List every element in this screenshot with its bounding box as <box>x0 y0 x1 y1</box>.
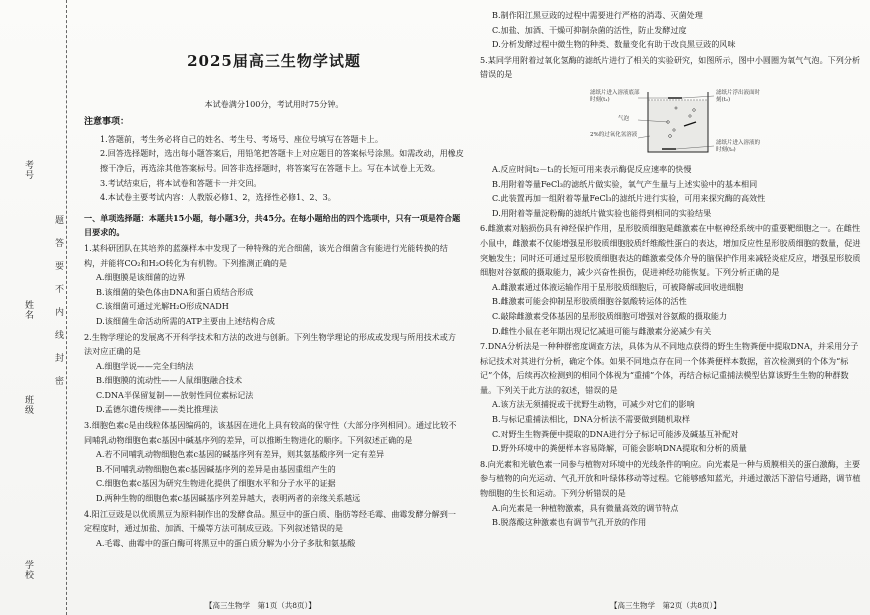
question-5-option: B.用附着等量FeCl₃的滤纸片做实验，氧气产生量与上述实验中的基本相同 <box>492 178 758 189</box>
figure-label-t1: 滤纸片进入溶液底部时刻(t₁) <box>590 89 640 103</box>
question-6-option: D.雌性小鼠在老年期出现记忆减退可能与雌激素分泌减少有关 <box>492 325 712 336</box>
note-item: 4.本试卷主要考试内容：人教版必修1、2，选择性必修1、2、3。 <box>100 192 336 203</box>
question-1-stem: 1.某科研团队在其培养的蓝藻样本中发现了一种特殊的光合细菌，该光合细菌含有能进行光能转换的结构，并能将CO₂和H₂O转化为有机物。下列推测正确的是 <box>84 242 448 268</box>
experiment-figure <box>590 86 760 158</box>
question-6-option: C.敲除雌激素受体基因的星形胶质细胞可增强对谷氨酸的摄取能力 <box>492 310 728 321</box>
page-title: 2025届高三生物学试题 <box>187 52 361 70</box>
section-title: 一、单项选择题：本题共15小题，每小题3分，共45分。在每小题给出的四个选项中，只有一项是符合题目要求的。 <box>84 212 461 238</box>
question-7-option: B.与标记重捕法相比，DNA分析法不需要做到随机取样 <box>492 414 690 425</box>
exam-info: 本试卷满分100分，考试用时75分钟。 <box>204 98 344 109</box>
question-3-stem: 3.细胞色素c是由线粒体基因编码的，该基因在进化上具有较高的保守性（大部分序列相同）。通过比较不同哺乳动物细胞色素c基因中碱基序列的差异，可以推断生物进化的顺序。下列叙述正确的是 <box>84 420 457 445</box>
question-2-option: B.细胞膜的流动性——人鼠细胞融合技术 <box>96 375 243 386</box>
question-5-option: D.用附着等量淀粉酶的滤纸片做实验也能得到相同的实验结果 <box>492 207 712 218</box>
name-label: 姓名 <box>23 300 33 320</box>
question-6-stem: 6.雌激素对脑损伤具有神经保护作用，星形胶质细胞是雌激素在中枢神经系统中的重要靶细胞之一。在雌性小鼠中，雌激素不仅能增强星形胶质细胞胶质纤维酸性蛋白的表达，增加反应性星形胶质细胞的数量，促进突触发生；同时还可通过星形胶质细胞表达的雌激素受体介导的脑保护作用来减轻炎症反应，增强星形胶质细胞对谷氨酸的摄取能力，减少兴奋性损伤，促进神经功能恢复。下列分析正确的是 <box>480 223 861 278</box>
question-5-option: A.反应时间t₂－t₁的长短可用来表示酶促反应速率的快慢 <box>492 163 692 174</box>
question-2-stem: 2.生物学理论的发展离不开科学技术和方法的改进与创新。下列生物学理论的形成或发现与所用技术或方法对应正确的是 <box>84 331 456 357</box>
question-4-option: A.毛霉、曲霉中的蛋白酶可将黑豆中的蛋白质分解为小分子多肽和氨基酸 <box>96 537 356 548</box>
question-3-option: C.细胞色素c基因为研究生物进化提供了细胞水平和分子水平的证据 <box>96 478 336 489</box>
binding-margin <box>0 0 67 615</box>
question-7-option: A.该方法无须捕捉或干扰野生动物，可减少对它们的影响 <box>492 399 695 410</box>
seal-line-text: 题答要不内线封密 <box>53 215 63 399</box>
question-3-option: B.不同哺乳动物细胞色素c基因碱基序列的差异是由基因重组产生的 <box>96 463 336 474</box>
question-1-option: D.该细菌生命活动所需的ATP主要由上述结构合成 <box>96 315 275 326</box>
question-3-option: A.若不同哺乳动物细胞色素c基因的碱基序列有差异，则其氨基酸序列一定有差异 <box>96 449 385 460</box>
question-6-option: A.雌激素通过体液运输作用于星形胶质细胞后，可被降解或回收进细胞 <box>492 281 744 292</box>
figure-label-bubble: 气泡 <box>618 115 630 122</box>
question-7-option: D.野外环境中的粪便样本容易降解，可能会影响DNA提取和分析的质量 <box>492 443 747 454</box>
question-8-stem: 8.向光素和光敏色素一同参与植物对环境中的光线条件的响应。向光素是一种与质膜相关的蛋白激酶，主要参与植物的向光运动、气孔开放和叶绿体移动等过程。它能够感知蓝光，并通过激活下游信号通路，调节植物细胞的生长和运动。下列分析错误的是 <box>480 458 861 499</box>
left-footer: 【高三生物学 第1页（共8页）】 <box>205 601 316 610</box>
question-2-option: C.DNA半保留复制——放射性同位素标记法 <box>96 389 254 400</box>
question-5-stem: 5.某同学用附着过氧化氢酶的滤纸片进行了相关的实验研究，如图所示，图中小圆圈为氧气气泡。下列分析错误的是 <box>480 54 861 80</box>
question-5-option: C.此装置再加一组附着等量FeCl₃的滤纸片进行实验，可用来探究酶的高效性 <box>492 193 766 204</box>
question-1-option: B.该细菌的染色体由DNA和蛋白质结合形成 <box>96 286 254 297</box>
question-4-stem: 4.阳江豆豉是以优质黑豆为原料制作出的发酵食品。黑豆中的蛋白质、脂肪等经毛霉、曲霉发酵分解到一定程度时，通过加盐、加酒、干燥等方法可制成豆豉。下列叙述错误的是 <box>84 508 456 534</box>
question-4-option: D.分析发酵过程中微生物的种类、数量变化有助于改良黑豆豉的风味 <box>492 39 736 50</box>
class-label: 班级 <box>23 395 33 415</box>
note-item: 1.答题前，考生务必将自己的姓名、考生号、考场号、座位号填写在答题卡上。 <box>100 133 383 144</box>
question-2-option: D.孟德尔遗传规律——类比推理法 <box>96 404 219 415</box>
school-label: 学校 <box>23 560 33 580</box>
right-column <box>480 8 862 530</box>
question-4-option: C.加盐、加酒、干燥可抑制杂菌的活性，防止发酵过度 <box>492 24 687 35</box>
figure-label-t2: 滤纸片浮出液面时刻(t₂) <box>716 89 761 103</box>
question-8-option: B.脱落酸这种激素也有调节气孔开放的作用 <box>492 517 647 528</box>
exam-no-label: 考号 <box>23 160 33 180</box>
note-item: 2.回答选择题时，选出每小题答案后，用铅笔把答题卡上对应题目的答案标号涂黑。如需改动，用橡皮擦干净后，再选涂其他答案标号。回答非选择题时，将答案写在答题卡上。写在本试卷上无效。 <box>100 148 464 173</box>
question-2-option: A.细胞学说——完全归纳法 <box>96 360 194 371</box>
right-footer: 【高三生物学 第2页（共8页）】 <box>610 601 721 610</box>
note-item: 3.考试结束后，将本试卷和答题卡一并交回。 <box>100 177 262 188</box>
question-8-option: A.向光素是一种植物激素，具有微量高效的调节特点 <box>492 502 679 513</box>
question-7-stem: 7.DNA分析法是一种种群密度调查方法，具体为从不同地点获得的野生生物粪便中提取DNA，并采用分子标记技术对其进行分析，确定个体。如果不同地点存在同一个体粪便样本数据，首次检测到的个体为“标记”个体，后续再次检测到的相同个体视为“重捕”个体，再结合标记重捕法模型估算该野生生物的种群数量。下列关于此方法的叙述，错误的是 <box>480 341 859 395</box>
notes-title: 注意事项： <box>84 117 130 128</box>
question-7-option: C.对野生生物粪便中提取的DNA进行分子标记可能涉及碱基互补配对 <box>492 428 739 439</box>
question-1-option: C.该细菌可通过光解H₂O形成NADH <box>96 301 229 312</box>
question-3-option: D.两种生物的细胞色素c基因碱基序列差异越大，表明两者的亲缘关系越远 <box>96 493 361 504</box>
figure-label-t0: 滤纸片进入溶液的时刻(t₀) <box>716 139 761 153</box>
question-4-option: B.制作阳江黑豆豉的过程中需要进行严格的消毒、灭菌处理 <box>492 10 703 20</box>
question-6-option: B.雌激素可能会抑制星形胶质细胞谷氨酸转运体的活性 <box>492 296 687 307</box>
question-1-option: A.细胞膜是该细菌的边界 <box>96 272 186 283</box>
figure-label-solution: 2%的过氧化氢溶液 <box>590 131 638 138</box>
left-column <box>84 8 464 550</box>
